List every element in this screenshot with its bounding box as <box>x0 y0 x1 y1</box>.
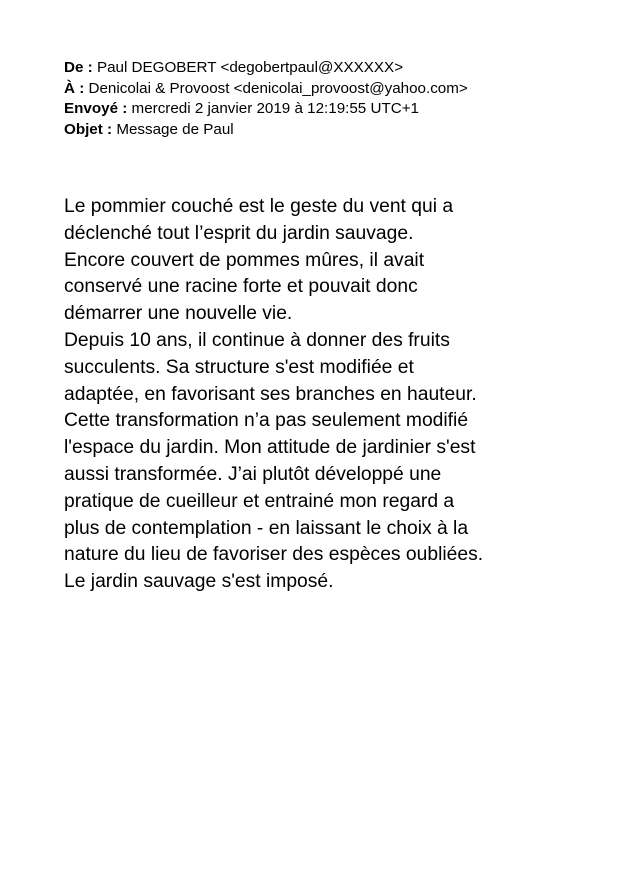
sent-label: Envoyé : <box>64 100 128 117</box>
subject-row <box>64 120 604 141</box>
email-header <box>64 58 604 140</box>
subject-value: Message de Paul <box>116 120 234 138</box>
body-line: succulents. Sa structure s'est modifiée et <box>64 356 414 378</box>
sent-value: mercredi 2 janvier 2019 à 12:19:55 UTC+1 <box>131 100 420 117</box>
body-line: déclenché tout l’esprit du jardin sauvage. <box>64 222 414 244</box>
body-line: Depuis 10 ans, il continue à donner des fruits <box>64 329 450 351</box>
body-line: pratique de cueilleur et entrainé mon regard a <box>64 490 455 512</box>
to-row <box>64 79 604 100</box>
body-line: démarrer une nouvelle vie. <box>64 303 293 325</box>
from-row <box>64 58 604 79</box>
body-line: aussi transformée. J’ai plutôt développé une <box>64 463 442 485</box>
body-line: conservé une racine forte et pouvait donc <box>64 276 418 298</box>
to-value: Denicolai & Provoost <denicolai_provoost@yahoo.com> <box>88 79 468 97</box>
sent-row <box>64 99 604 120</box>
body-line: Le jardin sauvage s'est imposé. <box>64 571 334 593</box>
body-line: Cette transformation n’a pas seulement modifié <box>64 410 469 432</box>
from-value: Paul DEGOBERT <degobertpaul@XXXXXX> <box>96 59 404 76</box>
email-body <box>64 194 609 596</box>
subject-label: Objet : <box>64 120 113 138</box>
body-line: Le pommier couché est le geste du vent qui a <box>64 196 454 217</box>
body-line: l'espace du jardin. Mon attitude de jardinier s'est <box>64 437 476 459</box>
body-line: adaptée, en favorisant ses branches en hauteur. <box>64 383 477 405</box>
body-line: nature du lieu de favoriser des espèces oubliées. <box>64 544 484 566</box>
body-line: Encore couvert de pommes mûres, il avait <box>64 249 425 271</box>
body-line: plus de contemplation - en laissant le choix à la <box>64 517 469 539</box>
from-label: De : <box>64 59 93 76</box>
to-label: À : <box>64 79 85 97</box>
